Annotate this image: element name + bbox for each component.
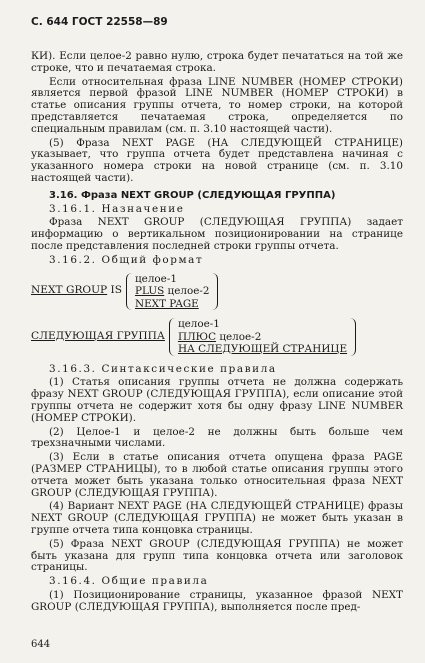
subsection-heading: 3.16.1. Назначение xyxy=(49,202,185,215)
format-keyword: NEXT GROUP xyxy=(31,284,108,297)
paragraph: КИ). Если целое-2 равно нулю, строка будет печататься на той же строке, что и печатаемая строка. xyxy=(31,50,403,74)
format-options xyxy=(169,318,356,356)
rule: (3) Если в статье описания отчета опущена фраза PAGE (РАЗМЕР СТРАНИЦЫ), то в любой статье описания группы этого отчета может быть указана только относительная фраза NEXT GROUP (СЛЕДУЮЩАЯ ГРУППА). xyxy=(31,451,403,499)
rule: (1) Позиционирование страницы, указанное фразой NEXT GROUP (СЛЕДУЮЩАЯ ГРУППА), выполняется после пред- xyxy=(31,588,403,613)
format-option: ПЛЮС целое-2 xyxy=(177,330,262,343)
format-option: целое-1 xyxy=(177,318,220,331)
page-number: 644 xyxy=(31,639,51,650)
format-keyword: СЛЕДУЮЩАЯ ГРУППА xyxy=(31,329,165,342)
section-heading: 3.16. Фраза NEXT GROUP (СЛЕДУЮЩАЯ ГРУППА) xyxy=(49,189,336,201)
format-option: целое-1 xyxy=(135,272,177,285)
rule: (2) Целое-1 и целое-2 не должны быть больше чем трехзначными числами. xyxy=(31,425,403,450)
format-option: NEXT PAGE xyxy=(135,297,199,310)
format-options xyxy=(126,273,218,311)
paragraph: Фраза NEXT GROUP (СЛЕДУЮЩАЯ ГРУППА) задает информацию о вертикальном позиционировании на странице после представления последней строки группы отчета. xyxy=(31,216,403,252)
document-body xyxy=(31,51,403,615)
format-english xyxy=(31,273,403,311)
paragraph: Если относительная фраза LINE NUMBER (НОМЕР СТРОКИ) является первой фразой LINE NUMBER (НОМЕР СТРОКИ) в статье описания группы отчета, то номер строки, на которой представляется печатаемая строка, определяется по специальным правилам (см. п. 3.10 настоящей части). xyxy=(31,75,403,135)
rule: (4) Вариант NEXT PAGE (НА СЛЕДУЮЩЕЙ СТРАНИЦЕ) фразы NEXT GROUP (СЛЕДУЮЩАЯ ГРУППА) не может быть указан в группе отчета типа концовка страницы. xyxy=(31,500,403,536)
format-option: PLUS целое-2 xyxy=(135,285,210,298)
subsection-heading: 3.16.3. Синтаксические правила xyxy=(49,362,277,375)
subsection-heading: 3.16.2. Общий формат xyxy=(49,253,204,266)
subsection-heading: 3.16.4. Общие правила xyxy=(49,575,209,588)
rule: (1) Статья описания группы отчета не должна содержать фразу NEXT GROUP (СЛЕДУЮЩАЯ ГРУППА), если описание этой группы отчета не содержит хотя бы одну фразу LINE NUMBER (НОМЕР СТРОКИ). xyxy=(31,376,403,424)
format-russian xyxy=(31,318,403,356)
rule: (5) Фраза NEXT GROUP (СЛЕДУЮЩАЯ ГРУППА) не может быть указана для групп типа концовка отчета или заголовок страницы. xyxy=(31,537,403,574)
format-option: НА СЛЕДУЮЩЕЙ СТРАНИЦЕ xyxy=(177,343,348,356)
paragraph: (5) Фраза NEXT PAGE (НА СЛЕДУЮЩЕЙ СТРАНИЦЕ) указывает, что группа отчета будет представлена начиная с указанного номера строки на новой странице (см. п. 3.10 настоящей части). xyxy=(31,136,403,184)
format-is: IS xyxy=(110,284,122,297)
page-header: С. 644 ГОСТ 22558—89 xyxy=(31,16,168,28)
